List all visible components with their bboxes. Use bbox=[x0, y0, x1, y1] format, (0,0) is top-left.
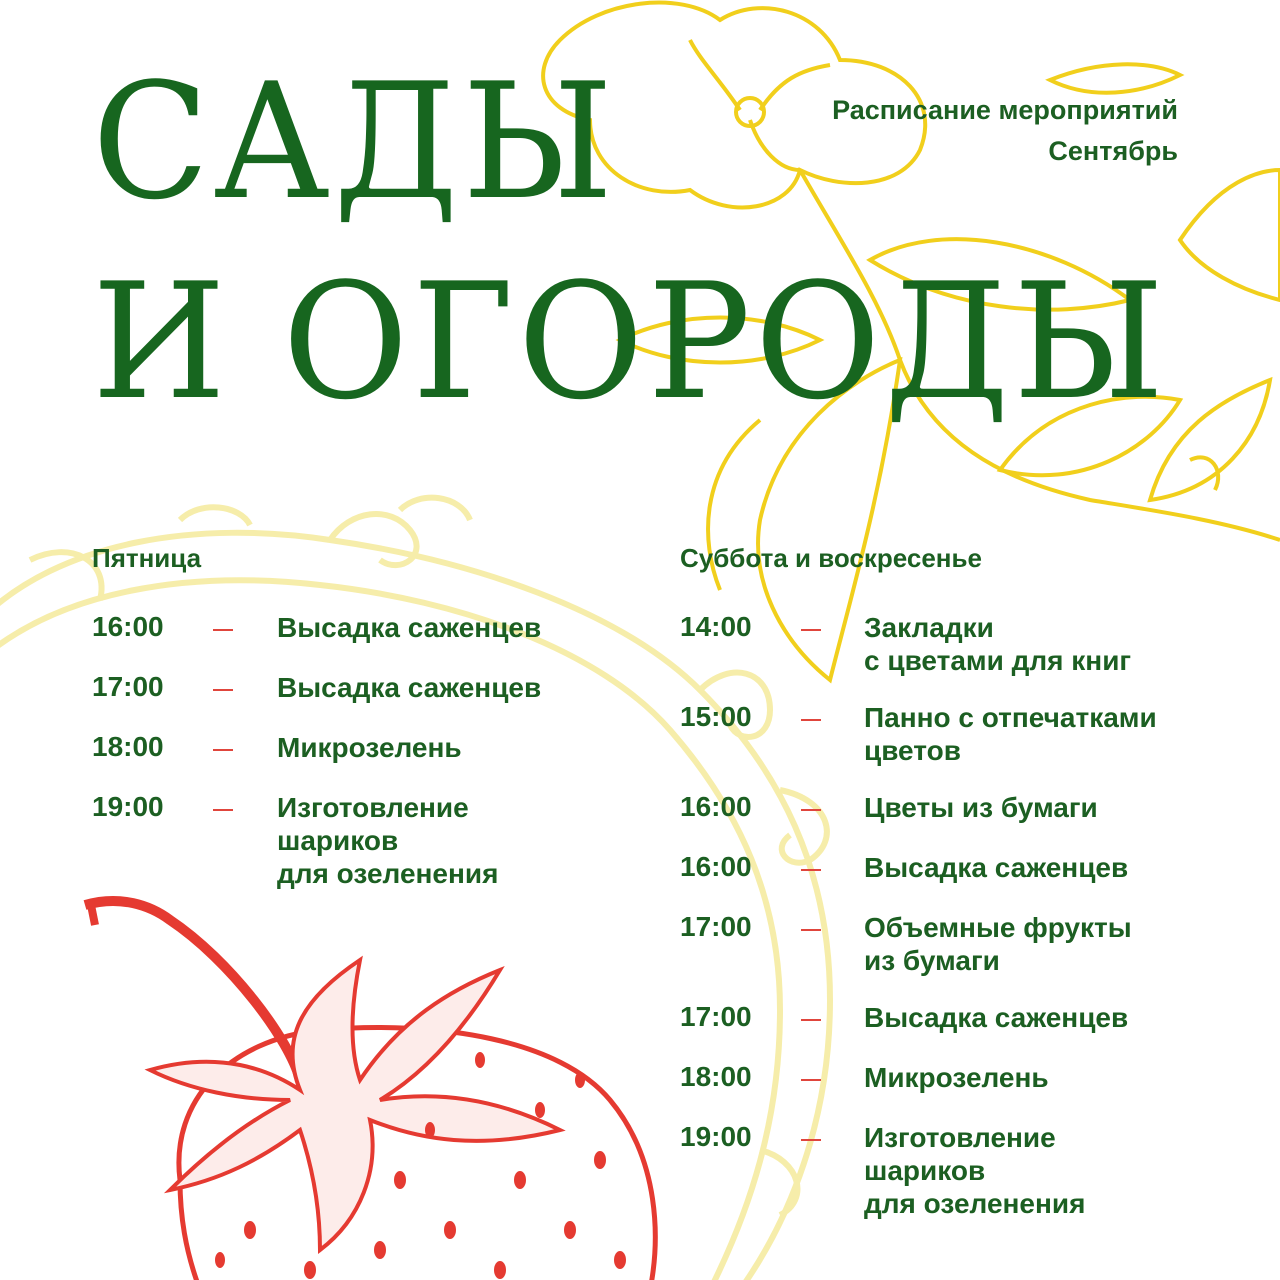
friday-time: 17:00 bbox=[92, 671, 164, 702]
dash-separator bbox=[801, 809, 821, 811]
weekend-event: Панно с отпечатками цветов bbox=[864, 702, 1157, 766]
dash-separator bbox=[213, 809, 233, 811]
friday-time: 18:00 bbox=[92, 731, 164, 762]
friday-event: Изготовление шариков для озеленения bbox=[277, 792, 499, 889]
dash-separator bbox=[801, 629, 821, 631]
friday-event: Высадка саженцев bbox=[277, 612, 542, 643]
weekend-time: 16:00 bbox=[680, 791, 752, 822]
page-title-line-2: И ОГОРОДЫ bbox=[92, 248, 1169, 435]
strawberry-illustration bbox=[85, 900, 655, 1280]
dash-separator bbox=[801, 719, 821, 721]
weekend-time: 17:00 bbox=[680, 911, 752, 942]
weekend-event: Закладки с цветами для книг bbox=[864, 612, 1132, 676]
weekend-time: 14:00 bbox=[680, 611, 752, 642]
weekend-time: 18:00 bbox=[680, 1061, 752, 1092]
friday-heading: Пятница bbox=[92, 543, 202, 573]
friday-time: 19:00 bbox=[92, 791, 164, 822]
subtitle-schedule: Расписание мероприятий bbox=[832, 95, 1178, 125]
dash-separator bbox=[801, 929, 821, 931]
weekend-heading: Суббота и воскресенье bbox=[680, 543, 982, 573]
weekend-event: Высадка саженцев bbox=[864, 1002, 1129, 1033]
dash-separator bbox=[801, 1079, 821, 1081]
weekend-event: Высадка саженцев bbox=[864, 852, 1129, 883]
dash-separator bbox=[213, 629, 233, 631]
weekend-time: 15:00 bbox=[680, 701, 752, 732]
page-title-line-1: САДЫ bbox=[92, 48, 618, 235]
weekend-time: 19:00 bbox=[680, 1121, 752, 1152]
dash-separator bbox=[213, 749, 233, 751]
weekend-event: Цветы из бумаги bbox=[864, 792, 1098, 823]
dash-separator bbox=[801, 1139, 821, 1141]
subtitle-month: Сентябрь bbox=[1048, 136, 1178, 166]
friday-time: 16:00 bbox=[92, 611, 164, 642]
dash-separator bbox=[801, 869, 821, 871]
weekend-event: Микрозелень bbox=[864, 1062, 1049, 1093]
dash-separator bbox=[213, 689, 233, 691]
dash-separator bbox=[801, 1019, 821, 1021]
weekend-time: 17:00 bbox=[680, 1001, 752, 1032]
weekend-event: Объемные фрукты из бумаги bbox=[864, 912, 1132, 976]
friday-event: Микрозелень bbox=[277, 732, 462, 763]
friday-event: Высадка саженцев bbox=[277, 672, 542, 703]
weekend-event: Изготовление шариков для озеленения bbox=[864, 1122, 1086, 1219]
weekend-time: 16:00 bbox=[680, 851, 752, 882]
